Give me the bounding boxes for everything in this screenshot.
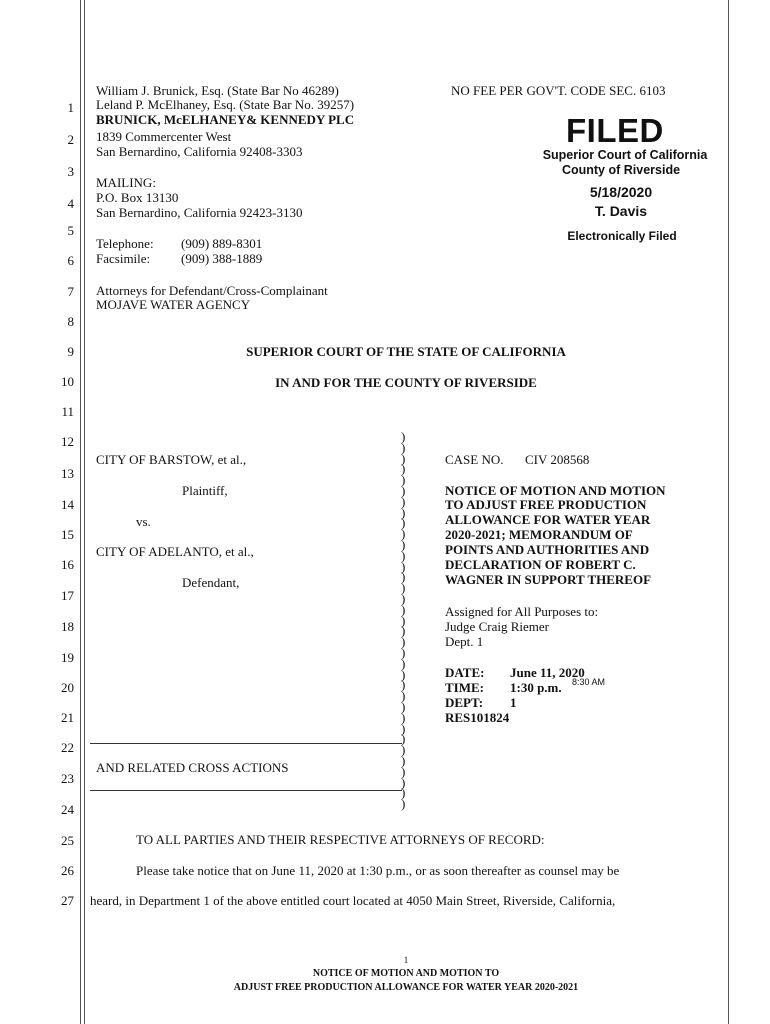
facsimile-label: Facsimile: [96, 251, 151, 266]
firm-name: BRUNICK, McELHANEY& KENNEDY PLC [96, 112, 355, 127]
reservation-number: RES101824 [445, 710, 510, 725]
footer-title-line-2: ADJUST FREE PRODUCTION ALLOWANCE FOR WATER YEAR 2020-2021 [233, 982, 579, 993]
document-title-line: NOTICE OF MOTION AND MOTION [445, 483, 666, 498]
line-number: 1 [67, 100, 74, 115]
caption-divider-bottom [90, 790, 402, 791]
line-number: 25 [61, 833, 74, 848]
stamp-county: County of Riverside [561, 163, 681, 177]
stamp-date: 5/18/2020 [589, 184, 653, 200]
po-box: P.O. Box 13130 [96, 190, 179, 205]
hearing-time-label: TIME: [445, 680, 484, 695]
line-number: 10 [61, 374, 74, 389]
hearing-time-note: 8:30 AM [572, 677, 606, 687]
line-number: 19 [61, 650, 74, 665]
left-margin-rule [80, 0, 81, 1024]
body-paragraph-line: heard, in Department 1 of the above entitled court located at 4050 Main Street, Riverside, California, [90, 893, 616, 908]
plaintiff-label: Plaintiff, [182, 483, 228, 498]
attorney-name-2: Leland P. McElhaney, Esq. (State Bar No. 39257) [96, 97, 355, 112]
line-number: 12 [61, 434, 74, 449]
hearing-dept: 1 [510, 695, 517, 710]
stamp-efiled: Electronically Filed [567, 229, 677, 243]
line-number: 20 [61, 680, 74, 695]
firm-city: San Bernardino, California 92408-3303 [96, 144, 303, 159]
line-number: 14 [61, 497, 74, 512]
hearing-date: June 11, 2020 [510, 665, 585, 680]
hearing-date-label: DATE: [445, 665, 485, 680]
caption-divider-top [90, 743, 402, 744]
document-title-line: WAGNER IN SUPPORT THEREOF [445, 572, 652, 587]
line-number: 24 [61, 802, 74, 817]
line-number: 23 [61, 771, 74, 786]
document-title-line: ALLOWANCE FOR WATER YEAR [445, 512, 651, 527]
telephone-number: (909) 889-8301 [181, 236, 263, 251]
court-title: SUPERIOR COURT OF THE STATE OF CALIFORNIA [246, 344, 566, 359]
line-number: 18 [61, 619, 74, 634]
mailing-label: MAILING: [96, 175, 156, 190]
line-number: 15 [61, 527, 74, 542]
attorneys-for: Attorneys for Defendant/Cross-Complainant [96, 283, 328, 298]
line-number: 5 [67, 223, 74, 238]
footer-title-line-1: NOTICE OF MOTION AND MOTION TO [312, 968, 500, 979]
hearing-dept-label: DEPT: [445, 695, 484, 710]
defendant-name: CITY OF ADELANTO, et al., [96, 544, 254, 559]
stamp-clerk: T. Davis [594, 203, 648, 219]
filed-word: FILED [566, 112, 664, 149]
assigned-judge: Judge Craig Riemer [445, 619, 549, 634]
telephone-label: Telephone: [96, 236, 154, 251]
document-title-line: TO ADJUST FREE PRODUCTION [445, 497, 647, 512]
mailing-city: San Bernardino, California 92423-3130 [96, 205, 303, 220]
line-number: 7 [67, 284, 74, 299]
no-fee-notice: NO FEE PER GOV'T. CODE SEC. 6103 [451, 83, 666, 98]
firm-street: 1839 Commercenter West [96, 129, 232, 144]
line-number: 17 [61, 588, 74, 603]
line-number: 13 [61, 466, 74, 481]
line-number: 21 [61, 710, 74, 725]
line-number: 22 [61, 740, 74, 755]
related-actions: AND RELATED CROSS ACTIONS [96, 760, 289, 775]
line-number: 26 [61, 863, 74, 878]
document-title-line: 2020-2021; MEMORANDUM OF [445, 527, 633, 542]
left-margin-rule-inner [84, 0, 85, 1024]
document-title-line: DECLARATION OF ROBERT C. [445, 557, 636, 572]
line-number: 16 [61, 557, 74, 572]
line-number: 8 [67, 314, 74, 329]
line-number: 6 [67, 253, 74, 268]
line-number: 2 [67, 132, 74, 147]
body-paragraph-line: Please take notice that on June 11, 2020 at 1:30 p.m., or as soon thereafter as counsel may be [136, 863, 620, 878]
client-name: MOJAVE WATER AGENCY [96, 297, 251, 312]
caption-paren-column: ) ) ) ) ) ) ) ) ) ) ) ) ) ) ) ) ) ) ) ) ) ) ) ) ) ) ) ) ) ) ) ) ) ) ) [401, 429, 406, 812]
assigned-dept: Dept. 1 [445, 634, 484, 649]
line-number: 9 [67, 344, 74, 359]
line-number: 27 [61, 893, 74, 908]
line-number: 3 [67, 164, 74, 179]
case-number-label: CASE NO. [445, 452, 504, 467]
defendant-label: Defendant, [182, 575, 240, 590]
assigned-label: Assigned for All Purposes to: [445, 604, 599, 619]
line-number: 4 [67, 196, 74, 211]
stamp-court: Superior Court of California [542, 148, 708, 162]
court-county: IN AND FOR THE COUNTY OF RIVERSIDE [275, 375, 537, 390]
salutation: TO ALL PARTIES AND THEIR RESPECTIVE ATTORNEYS OF RECORD: [136, 832, 545, 847]
facsimile-number: (909) 388-1889 [181, 251, 263, 266]
hearing-time: 1:30 p.m. [510, 680, 562, 695]
attorney-name-1: William J. Brunick, Esq. (State Bar No 46289) [96, 83, 339, 98]
document-title-line: POINTS AND AUTHORITIES AND [445, 542, 650, 557]
case-number: CIV 208568 [525, 452, 590, 467]
plaintiff-name: CITY OF BARSTOW, et al., [96, 452, 247, 467]
line-number: 11 [61, 404, 74, 419]
page-number: 1 [403, 955, 409, 965]
versus: vs. [136, 514, 151, 529]
